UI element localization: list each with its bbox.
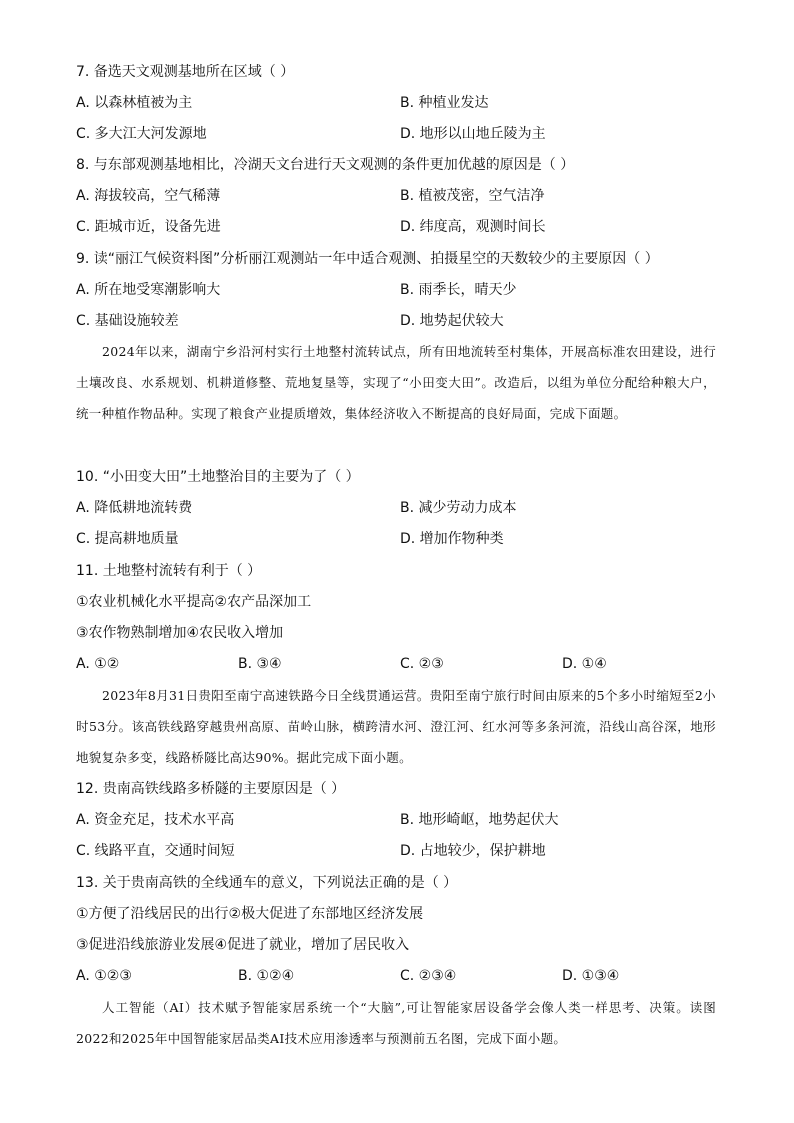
question-11-option-b[interactable]: B. ③④ (238, 656, 282, 672)
passage-3-text: 人工智能（AI）技术赋予智能家居系统一个“大脑”,可让智能家居设备学会像人类一样思考、决策。读图2022和2025年中国智能家居品类AI技术应用渗透率与预测前五名图，完成下面小题。 (76, 1000, 716, 1046)
question-10-options-row-1 (76, 498, 736, 518)
question-12-option-b[interactable]: B. 地形崎岖，地势起伏大 (400, 812, 559, 828)
question-9-option-b[interactable]: B. 雨季长，晴天少 (400, 282, 517, 298)
question-13-option-b[interactable]: B. ①②④ (238, 968, 295, 984)
question-11-item-line-2: ③农作物熟制增加④农民收入增加 (76, 625, 284, 641)
question-9-options-row-1 (76, 280, 736, 300)
question-9-option-a[interactable]: A. 所在地受寒潮影响大 (76, 282, 221, 298)
question-13-options-row (76, 966, 736, 986)
question-8-option-a[interactable]: A. 海拔较高，空气稀薄 (76, 188, 221, 204)
question-7-option-c[interactable]: C. 多大江大河发源地 (76, 126, 207, 142)
question-7-option-a[interactable]: A. 以森林植被为主 (76, 95, 193, 111)
passage-1-text: 2024年以来，湖南宁乡沿河村实行土地整村流转试点，所有田地流转至村集体，开展高标准农田建设，进行土壤改良、水系规划、机耕道修整、荒地复垦等，实现了“小田变大田”。改造后，以组为单位分配给种粮大户，统一种植作物品种。实现了粮食产业提质增效，集体经济收入不断提高的良好局面，完成下面题。 (76, 344, 716, 421)
question-9-options-row-2 (76, 311, 736, 331)
question-7-option-b[interactable]: B. 种植业发达 (400, 95, 489, 111)
question-10-option-d[interactable]: D. 增加作物种类 (400, 531, 504, 547)
question-9-stem: 9. 读“丽江气候资料图”分析丽江观测站一年中适合观测、拍摄星空的天数较少的主要原因（ ） (76, 251, 659, 267)
reading-passage-smart-home-ai (76, 992, 716, 1054)
question-8-stem: 8. 与东部观测基地相比，冷湖天文台进行天文观测的条件更加优越的原因是（ ） (76, 157, 575, 173)
reading-passage-land-consolidation (76, 336, 716, 429)
question-10-option-b[interactable]: B. 减少劳动力成本 (400, 500, 517, 516)
question-12-stem: 12. 贵南高铁线路多桥隧的主要原因是（ ） (76, 781, 346, 797)
question-7-options-row-2 (76, 124, 736, 144)
reading-passage-high-speed-rail (76, 680, 716, 773)
question-13-option-d[interactable]: D. ①③④ (562, 968, 620, 984)
question-8-options-row-2 (76, 217, 736, 237)
question-12-option-d[interactable]: D. 占地较少，保护耕地 (400, 843, 546, 859)
question-12-option-a[interactable]: A. 资金充足，技术水平高 (76, 812, 235, 828)
question-12-option-c[interactable]: C. 线路平直，交通时间短 (76, 843, 235, 859)
question-13-option-c[interactable]: C. ②③④ (400, 968, 457, 984)
question-9-option-d[interactable]: D. 地势起伏较大 (400, 313, 504, 329)
question-8-option-d[interactable]: D. 纬度高，观测时间长 (400, 219, 546, 235)
question-11-options-row (76, 654, 736, 674)
question-11-stem: 11. 土地整村流转有利于（ ） (76, 563, 262, 579)
question-8-option-b[interactable]: B. 植被茂密，空气洁净 (400, 188, 545, 204)
passage-2-text: 2023年8月31日贵阳至南宁高速铁路今日全线贯通运营。贵阳至南宁旅行时间由原来的5个多小时缩短至2小时53分。该高铁线路穿越贵州高原、苗岭山脉，横跨清水河、澄江河、红水河等多条河流，沿线山高谷深，地形地貌复杂多变，线路桥隧比高达90%。据此完成下面小题。 (76, 688, 716, 765)
question-10-options-row-2 (76, 529, 736, 549)
question-10-stem: 10. “小田变大田”土地整治目的主要为了（ ） (76, 469, 360, 485)
question-12-options-row-2 (76, 841, 736, 861)
question-11-option-d[interactable]: D. ①④ (562, 656, 607, 672)
question-10-option-c[interactable]: C. 提高耕地质量 (76, 531, 179, 547)
question-11-item-line-1: ①农业机械化水平提高②农产品深加工 (76, 594, 312, 610)
question-8-options-row-1 (76, 186, 736, 206)
question-7-options-row-1 (76, 93, 736, 113)
question-13-stem: 13. 关于贵南高铁的全线通车的意义，下列说法正确的是（ ） (76, 875, 458, 891)
question-13-item-line-1: ①方便了沿线居民的出行②极大促进了东部地区经济发展 (76, 906, 424, 922)
question-13-option-a[interactable]: A. ①②③ (76, 968, 132, 984)
question-12-options-row-1 (76, 810, 736, 830)
question-10-option-a[interactable]: A. 降低耕地流转费 (76, 500, 193, 516)
question-8-option-c[interactable]: C. 距城市近，设备先进 (76, 219, 221, 235)
question-11-option-c[interactable]: C. ②③ (400, 656, 444, 672)
question-13-item-line-2: ③促进沿线旅游业发展④促进了就业，增加了居民收入 (76, 937, 410, 953)
question-11-option-a[interactable]: A. ①② (76, 656, 120, 672)
question-7-stem: 7. 备选天文观测基地所在区域（ ） (76, 64, 295, 80)
question-7-option-d[interactable]: D. 地形以山地丘陵为主 (400, 126, 546, 142)
question-9-option-c[interactable]: C. 基础设施较差 (76, 313, 179, 329)
